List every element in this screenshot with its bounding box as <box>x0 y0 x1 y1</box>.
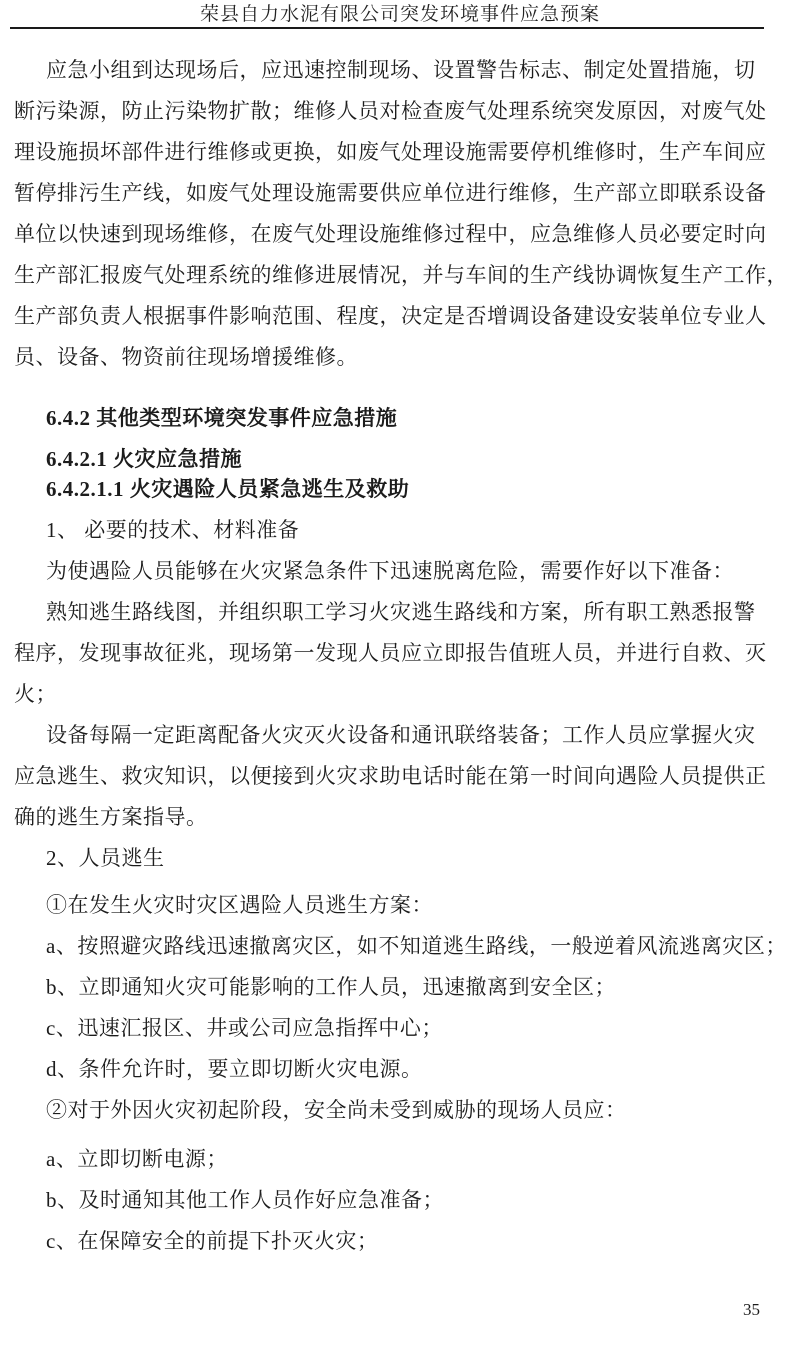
list-item: a、立即切断电源； <box>46 1147 228 1171</box>
paragraph-line: 程序，发现事故征兆，现场第一发现人员应立即报告值班人员，并进行自救、灭 <box>14 641 767 665</box>
list-item: a、按照避灾路线迅速撤离灾区，如不知道逃生路线，一般逆着风流逃离灾区； <box>46 934 787 958</box>
numbered-item: 2、人员逃生 <box>46 846 165 870</box>
page-header <box>0 0 800 29</box>
list-item: c、在保障安全的前提下扑灭火灾； <box>46 1229 379 1253</box>
paragraph-line: 火； <box>14 682 57 706</box>
section-heading-642: 6.4.2 其他类型环境突发事件应急措施 <box>46 406 398 430</box>
paragraph-line: 理设施损坏部件进行维修或更换，如废气处理设施需要停机维修时，生产车间应 <box>14 140 767 164</box>
list-item: d、条件允许时，要立即切断火灾电源。 <box>46 1057 423 1081</box>
paragraph-line: 确的逃生方案指导。 <box>14 805 208 829</box>
numbered-item: 1、 必要的技术、材料准备 <box>46 518 300 542</box>
paragraph-line: 生产部负责人根据事件影响范围、程度，决定是否增调设备建设安装单位专业人 <box>14 304 767 328</box>
paragraph-line: 熟知逃生路线图，并组织职工学习火灾逃生路线和方案，所有职工熟悉报警 <box>46 600 756 624</box>
list-item: b、及时通知其他工作人员作好应急准备； <box>46 1188 444 1212</box>
paragraph-line: 员、设备、物资前往现场增援维修。 <box>14 345 358 369</box>
paragraph-line: 暂停排污生产线，如废气处理设施需要供应单位进行维修，生产部立即联系设备 <box>14 181 767 205</box>
paragraph-line: 应急小组到达现场后，应迅速控制现场、设置警告标志、制定处置措施，切 <box>46 58 756 82</box>
header-title: 荣县自力水泥有限公司突发环境事件应急预案 <box>199 4 600 25</box>
paragraph-line: 设备每隔一定距离配备火灾灭火设备和通讯联络装备；工作人员应掌握火灾 <box>46 723 756 747</box>
section-heading-64211: 6.4.2.1.1 火灾遇险人员紧急逃生及救助 <box>46 477 410 501</box>
paragraph-line: 为使遇险人员能够在火灾紧急条件下迅速脱离危险，需要作好以下准备： <box>46 559 734 583</box>
page-number: 35 <box>743 1300 760 1319</box>
document-body <box>0 29 800 1262</box>
paragraph-line: 生产部汇报废气处理系统的维修进展情况，并与车间的生产线协调恢复生产工作， <box>14 263 788 287</box>
list-title: ①在发生火灾时灾区遇险人员逃生方案： <box>46 893 433 917</box>
paragraph-line: 单位以快速到现场维修，在废气处理设施维修过程中，应急维修人员必要定时向 <box>14 222 767 246</box>
list-item: b、立即通知火灾可能影响的工作人员，迅速撤离到安全区； <box>46 975 616 999</box>
paragraph-line: 断污染源，防止污染物扩散；维修人员对检查废气处理系统突发原因，对废气处 <box>14 99 767 123</box>
list-item: c、迅速汇报区、井或公司应急指挥中心； <box>46 1016 443 1040</box>
list-title: ②对于外因火灾初起阶段，安全尚未受到威胁的现场人员应： <box>46 1098 627 1122</box>
paragraph-line: 应急逃生、救灾知识，以便接到火灾求助电话时能在第一时间向遇险人员提供正 <box>14 764 767 788</box>
section-heading-6421: 6.4.2.1 火灾应急措施 <box>46 447 242 471</box>
